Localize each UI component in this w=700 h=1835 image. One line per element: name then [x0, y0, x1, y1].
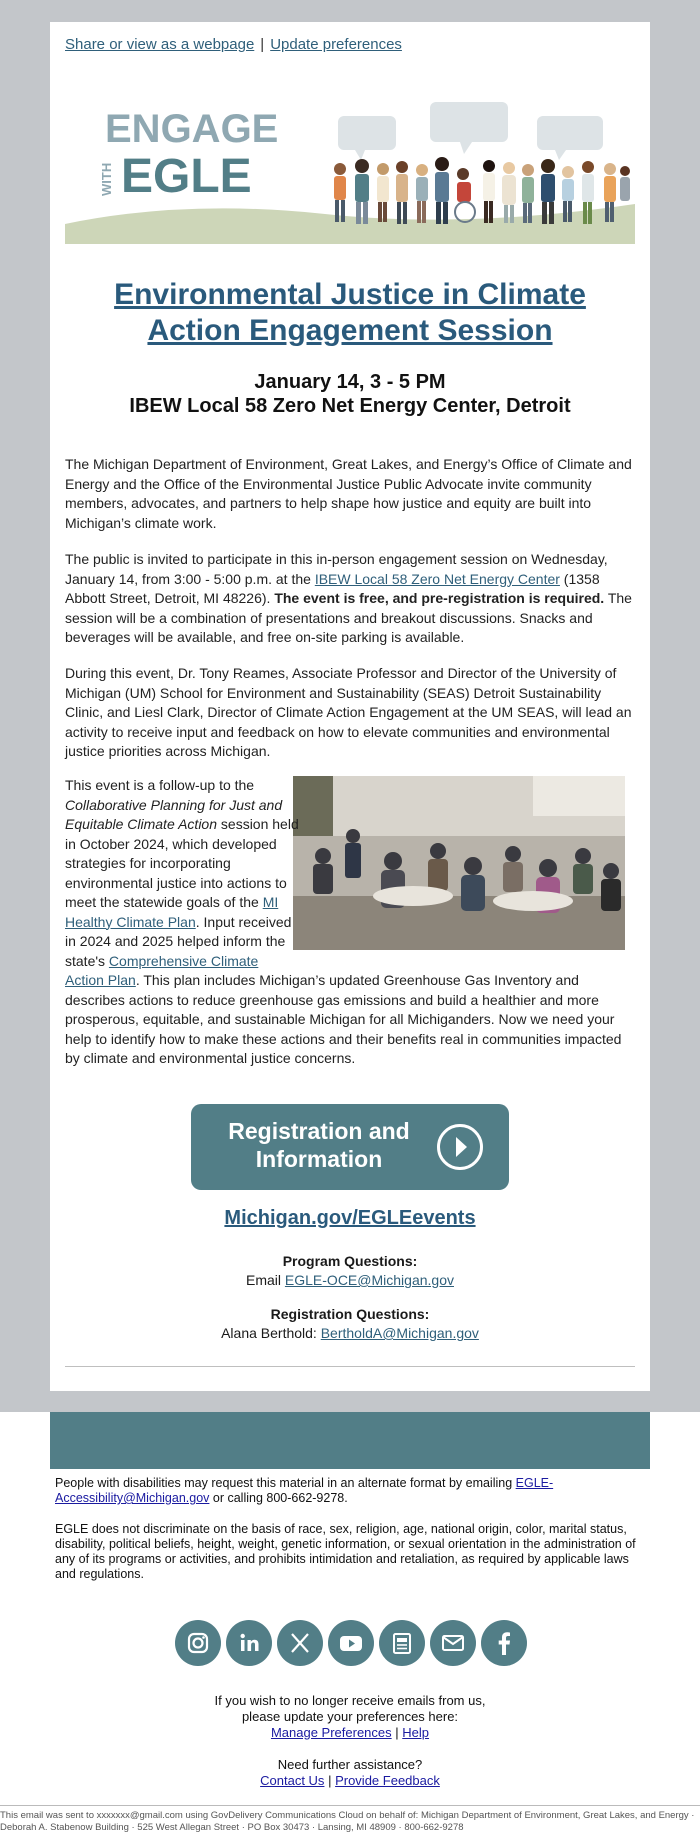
facebook-icon[interactable]	[481, 1620, 527, 1666]
email-icon[interactable]	[430, 1620, 476, 1666]
top-links	[65, 36, 402, 53]
linkedin-icon[interactable]	[226, 1620, 272, 1666]
p4-italic: Collaborative Planning for Just and Equitable Climate Action	[65, 796, 283, 832]
registration-questions	[65, 1305, 635, 1343]
news-icon[interactable]	[379, 1620, 425, 1666]
p2-text-b: (1358 Abbott Street, Detroit, MI 48226).	[65, 570, 600, 606]
x-icon[interactable]	[277, 1620, 323, 1666]
registration-button[interactable]	[191, 1104, 509, 1190]
paragraph-follow-up	[65, 776, 635, 1069]
unsubscribe-line-2: please update your preferences here:	[241, 1709, 459, 1724]
divider	[65, 1366, 635, 1367]
assistance-separator: |	[328, 1773, 332, 1788]
program-questions	[65, 1252, 635, 1290]
registration-questions-prefix: Alana Berthold:	[221, 1325, 321, 1341]
manage-preferences-link[interactable]: Manage Preferences	[270, 1725, 392, 1740]
event-date: January 14, 3 - 5 PM	[254, 371, 446, 393]
sent-to-notice: This email was sent to xxxxxxx@gmail.com using GovDelivery Communications Cloud on behalf of: Michigan Department of Environment, Great Lakes, and Energy · Deborah A. Stabenow Building · 525 West Allegan Street · PO Box 30473 · Lansing, MI 48909 · 800-662-9278	[0, 1810, 695, 1833]
accessibility-text-a: People with disabilities may request this material in an alternate format by emailing	[55, 1476, 516, 1490]
nondiscrimination-notice: EGLE does not discriminate on the basis of race, sex, religion, age, national origin, color, marital status, disability, political beliefs, height, weight, genetic information, or sexual orientation in the administration of any of its programs or activities, and prohibits intimidation and retaliation, as required by applicable laws and regulations.	[55, 1522, 636, 1581]
preferences-links	[0, 1725, 700, 1741]
p2-text-c: The session will be a combination of presentations and breakout discussions. Snacks and beverages will be available, and free on-site parking is available.	[65, 590, 632, 645]
p4-text-c: . Input received in 2024 and 2025 helped inform the state's	[65, 913, 292, 969]
engage-with-egle-banner	[65, 74, 635, 244]
unsubscribe-block	[0, 1693, 700, 1741]
registration-questions-email[interactable]: BertholdA@Michigan.gov	[320, 1325, 479, 1341]
accessibility-notice	[55, 1476, 645, 1506]
provide-feedback-link[interactable]: Provide Feedback	[335, 1773, 440, 1788]
chevron-right-icon	[437, 1124, 483, 1170]
accessibility-text-b: or calling 800-662-9278.	[209, 1491, 348, 1505]
paragraph-intro: The Michigan Department of Environment, Great Lakes, and Energy’s Office of Climate and Energy and the Office of the Environmental Justice Public Advocate invite community members, advocates, and partners to help shape how justice and equity are built into Michigan’s climate work.	[65, 456, 632, 531]
paragraph-invitation	[65, 550, 635, 648]
assistance-links	[0, 1773, 700, 1789]
comprehensive-climate-action-plan-link[interactable]: Comprehensive Climate Action Plan	[65, 952, 259, 988]
event-details	[65, 370, 635, 418]
social-links	[175, 1620, 527, 1668]
footer-rule	[0, 1805, 700, 1806]
venue-link[interactable]: IBEW Local 58 Zero Net Energy Center	[314, 570, 560, 587]
unsubscribe-line-1: If you wish to no longer receive emails from us,	[214, 1693, 486, 1708]
contact-us-link[interactable]: Contact Us	[260, 1773, 325, 1788]
program-questions-email[interactable]: EGLE-OCE@Michigan.gov	[284, 1272, 454, 1288]
email-card	[50, 22, 650, 1391]
egle-events-link[interactable]: Michigan.gov/EGLEevents	[224, 1207, 476, 1229]
top-links-separator: |	[260, 36, 265, 53]
instagram-icon[interactable]	[175, 1620, 221, 1666]
p2-bold: The event is free, and pre-registration is required.	[274, 590, 605, 606]
share-webpage-link[interactable]: Share or view as a webpage	[65, 36, 255, 53]
banner-illustration	[65, 74, 635, 244]
youtube-icon[interactable]	[328, 1620, 374, 1666]
footer-teal-band	[50, 1412, 650, 1469]
logo-egle: EGLE	[121, 150, 252, 203]
preferences-separator: |	[395, 1725, 399, 1740]
p4-text-d: . This plan includes Michigan’s updated Greenhouse Gas Inventory and describes actions to reduce greenhouse gas emissions and build a healthier and more prosperous, equitable, and sustainable Michigan for all Michiganders. Now we need your help to identify how to make these actions and their benefits real in communities impacted by climate and environmental justice concerns.	[65, 972, 622, 1066]
p4-text-b: session held in October 2024, which developed strategies for incorporating environmental justice into actions to meet the statewide goals of the	[65, 816, 299, 910]
update-preferences-link[interactable]: Update preferences	[270, 36, 402, 53]
logo-with: WITH	[99, 162, 114, 196]
p4-text-a: This event is a follow-up to the	[65, 777, 255, 793]
registration-button-label: Registration and Information	[228, 1118, 410, 1172]
photo-float-spacer	[300, 776, 635, 954]
registration-questions-label: Registration Questions:	[270, 1306, 430, 1322]
help-link[interactable]: Help	[402, 1725, 430, 1740]
registration-questions-contact	[65, 1324, 635, 1343]
logo-engage: ENGAGE	[105, 107, 279, 151]
mi-healthy-climate-plan-link[interactable]: MI Healthy Climate Plan	[65, 894, 279, 930]
assistance-text: Need further assistance?	[277, 1757, 423, 1772]
assistance-block	[0, 1757, 700, 1789]
paragraph-speakers: During this event, Dr. Tony Reames, Associate Professor and Director of the University of Michigan (UM) School for Environment and Sustainability (SEAS) Detroit Sustainability Clinic, and Liesl Clark, Director of Climate Action Engagement at the UM SEAS, will lead an activity to receive input and feedback on how to elevate communities and environmental justice priorities across Michigan.	[65, 665, 632, 759]
program-questions-contact	[65, 1271, 635, 1290]
accessibility-email-link[interactable]: EGLE-Accessibility@Michigan.gov	[55, 1476, 554, 1505]
egle-events-link-wrap	[65, 1207, 635, 1230]
program-questions-label: Program Questions:	[282, 1253, 418, 1269]
headline-link[interactable]: Environmental Justice in Climate Action Engagement Session	[114, 278, 586, 347]
program-questions-prefix: Email	[246, 1272, 285, 1288]
headline	[65, 277, 635, 349]
p2-text-a: The public is invited to participate in this in-person engagement session on Wednesday, January 14, from 3:00 - 5:00 p.m. at the	[65, 551, 608, 587]
event-venue: IBEW Local 58 Zero Net Energy Center, Detroit	[129, 395, 571, 417]
